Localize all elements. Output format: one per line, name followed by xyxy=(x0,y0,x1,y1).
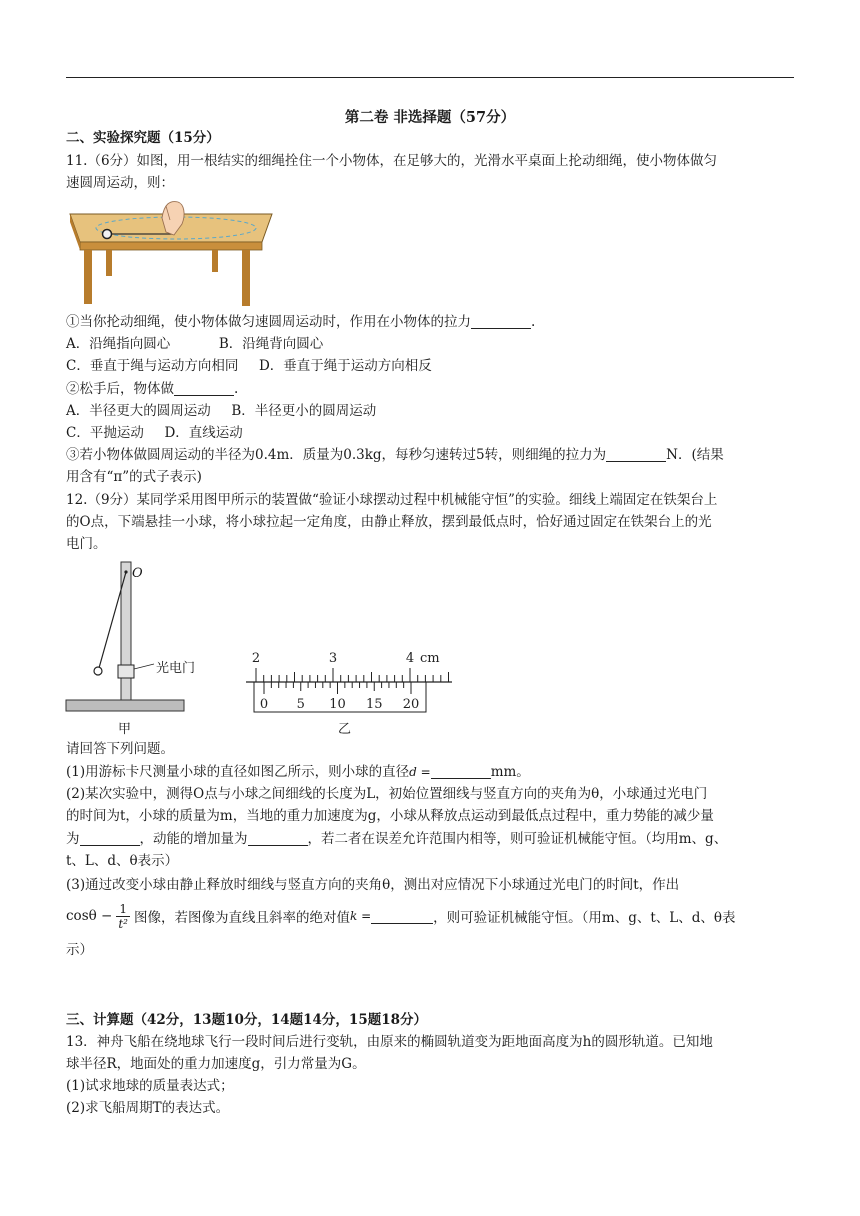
part3-heading: 三、计算题（42分，13题10分，14题14分，15题18分） xyxy=(66,1012,428,1028)
q11-sub2-option-c: C．平抛运动 xyxy=(66,425,144,441)
q11-answer-blank-3[interactable] xyxy=(606,447,666,462)
q13-part2: (2)求飞船周期T的表达式。 xyxy=(66,1100,230,1116)
figure-a-label: 甲 xyxy=(118,722,132,737)
q11-sub3-line1: ③若小物体做圆周运动的半径为0.4m．质量为0.3kg，每秒匀速转过5转，则细绳的拉力为 N．(结果 xyxy=(66,447,724,463)
q11-sub2-option-d: D．直线运动 xyxy=(164,425,243,441)
figure-b-label: 乙 xyxy=(338,722,352,737)
header-rule xyxy=(66,77,794,78)
q12-part2-line2: 的时间为t，小球的质量为m，当地的重力加速度为g，小球从释放点运动到最低点过程中，重力势能的减少量 xyxy=(66,808,714,824)
main-scale-unit: cm xyxy=(420,651,440,666)
q11-sub2-options-cd xyxy=(66,423,243,443)
vernier-scale-label: 10 xyxy=(329,697,346,712)
q12-part2-line1: (2)某次实验中，测得O点与小球之间细线的长度为L，初始位置细线与竖直方向的夹角为θ，小球通过光电门 xyxy=(66,786,708,802)
q13-part1: (1)试求地球的质量表达式； xyxy=(66,1078,234,1094)
q11-sub2-option-a: A．半径更大的圆周运动 xyxy=(66,403,211,419)
vernier-scale-label: 5 xyxy=(296,697,305,712)
q12-answer-prompt: 请回答下列问题。 xyxy=(66,741,174,757)
main-scale-label: 4 xyxy=(405,651,415,666)
section-title: 第二卷 非选择题（57分） xyxy=(344,109,516,126)
vernier-scale-label: 15 xyxy=(365,697,383,712)
vernier-scale-label: 20 xyxy=(402,697,420,712)
q12-answer-blank-diameter[interactable] xyxy=(431,764,491,779)
q12-intro-line3: 电门。 xyxy=(66,536,107,552)
pivot-point-label: O xyxy=(132,566,143,581)
q12-part2-line3: 为 ，动能的增加量为 ，若二者在误差允许范围内相等，则可验证机械能守恒。（均用m、g、 xyxy=(66,831,728,847)
q12-part3-line1: (3)通过改变小球由静止释放时细线与竖直方向的夹角θ，测出对应情况下小球通过光电门的时间t，作出 xyxy=(66,877,680,893)
cos-theta-expression: cosθ − xyxy=(66,908,113,924)
vernier-scale-label: 0 xyxy=(259,697,269,712)
q11-sub1-option-c: C．垂直于绳与运动方向相同 xyxy=(66,358,239,374)
photogate-label: 光电门 xyxy=(156,661,196,676)
q11-intro-line1: 11.（6分）如图，用一根结实的细绳拴住一个小物体，在足够大的，光滑水平桌面上抡动细绳，使小物体做匀 xyxy=(66,153,718,169)
q11-sub2-options-ab xyxy=(66,401,376,421)
q11-sub1-option-d: D．垂直于绳于运动方向相反 xyxy=(258,358,432,374)
q11-sub1: ①当你抡动细绳，使小物体做匀速圆周运动时，作用在小物体的拉力 . xyxy=(66,314,536,330)
part2-heading: 二、实验探究题（15分） xyxy=(66,130,220,146)
q11-intro-line2: 速圆周运动，则： xyxy=(66,175,174,191)
q11-sub2-option-b: B．半径更小的圆周运动 xyxy=(231,403,377,419)
vernier-caliper-figure xyxy=(240,644,460,718)
q12-part3-line2: cosθ − $\frac{1}{\text{t²}}$ 图像，若图像为直线且斜率的绝对值 k = ，则可验证机械能守恒。（用m、g、t、L、d、θ表 xyxy=(66,901,736,931)
reciprocal-t-squared-fraction: $\frac{1}{\text{t²}}$ xyxy=(118,901,128,931)
q12-answer-blank-slope[interactable] xyxy=(371,909,433,924)
q12-part2-line4: t、L、d、θ表示） xyxy=(66,853,179,869)
table-figure xyxy=(66,198,278,310)
q11-answer-blank-2[interactable] xyxy=(174,381,234,396)
q11-sub1-option-a: A．沿绳指向圆心 xyxy=(66,336,171,352)
main-scale-label: 2 xyxy=(251,651,261,666)
q11-sub1-option-b: B．沿绳背向圆心 xyxy=(218,336,324,352)
pendulum-apparatus-figure xyxy=(64,558,192,718)
q13-line1: 13．神舟飞船在绕地球飞行一段时间后进行变轨，由原来的椭圆轨道变为距地面高度为h的圆形轨道。已知地 xyxy=(66,1034,713,1050)
q11-answer-blank-1[interactable] xyxy=(471,314,531,329)
q12-part1: (1)用游标卡尺测量小球的直径如图乙所示，则小球的直径d = mm。 xyxy=(66,764,530,780)
q12-answer-blank-potential[interactable] xyxy=(80,831,140,846)
q13-line2: 球半径R，地面处的重力加速度g，引力常量为G。 xyxy=(66,1056,366,1072)
q12-intro-line1: 12.（9分）某同学采用图甲所示的装置做“验证小球摆动过程中机械能守恒”的实验。细线上端固定在铁架台上 xyxy=(66,492,718,508)
main-scale-label: 3 xyxy=(328,651,338,666)
q11-sub3-line2: 用含有“π”的式子表示) xyxy=(66,469,202,485)
q11-sub1-options-cd xyxy=(66,356,432,376)
q12-part3-line3: 示） xyxy=(66,942,93,958)
q12-answer-blank-kinetic[interactable] xyxy=(248,831,308,846)
q11-sub1-options-ab xyxy=(66,334,323,354)
q11-sub2: ②松手后，物体做 . xyxy=(66,381,239,397)
q12-intro-line2: 的O点，下端悬挂一小球，将小球拉起一定角度，由静止释放，摆到最低点时，恰好通过固定在铁架台上的光 xyxy=(66,514,712,530)
